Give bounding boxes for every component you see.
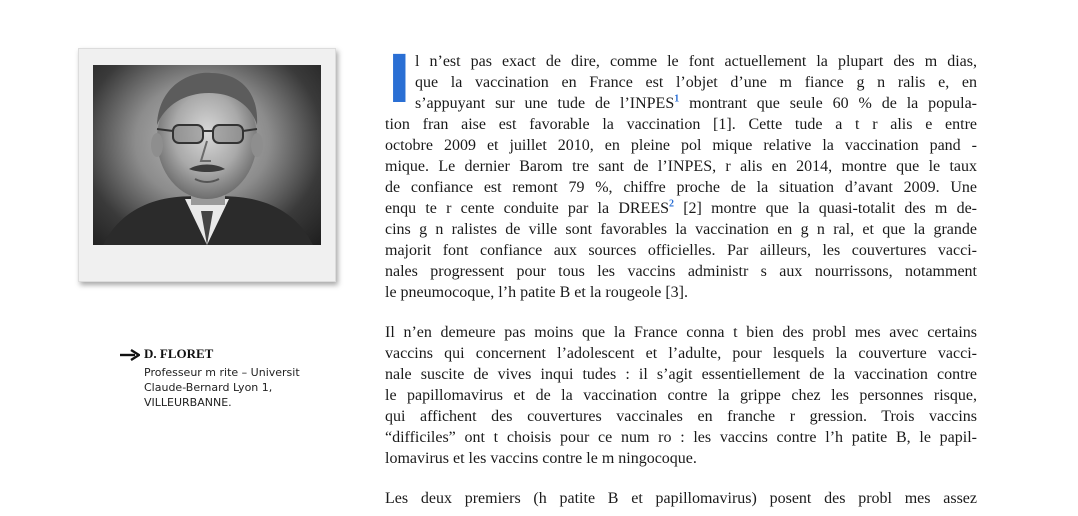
paragraph-1-line: le pneumocoque, l’h patite B et la rougeole [3].: [385, 284, 689, 301]
author-name: D. FLORET: [144, 346, 214, 361]
arrow-right-icon: [120, 348, 140, 362]
portrait-illustration: [93, 65, 321, 245]
paragraph-2-line: Il n’en demeure pas moins que la France conna t bien des probl mes avec certains: [385, 324, 977, 341]
paragraph-1-line: mique. Le dernier Barom tre sant de l’INPES, r alis en 2014, montre que le taux: [385, 158, 977, 175]
paragraph-2-line: qui affichent des couvertures vaccinales en franche r gression. Trois vaccins: [385, 408, 977, 425]
paragraph-1-line: que la vaccination en France est l’objet d’une m fiance g n ralis e, en: [415, 74, 977, 91]
footnote-ref[interactable]: 2: [669, 198, 674, 210]
paragraph-2-line: lomavirus et les vaccins contre le m ningocoque.: [385, 450, 697, 467]
paragraph-1-line: majorit font confiance aux sources officielles. Par ailleurs, les couvertures vacci-: [385, 242, 977, 259]
paragraph-1-line: octobre 2009 et juillet 2010, en pleine pol mique relative la vaccination pand -: [385, 137, 977, 154]
paragraph-2-line: vaccins qui concernent l’adolescent et l’adulte, pour lesquels la couverture vacci-: [385, 345, 977, 362]
paragraph-1-line: cins g n ralistes de ville sont favorables la vaccination en g n ral, et que la grande: [385, 221, 977, 238]
paragraph-1-line: enqu te r cente conduite par la DREES$^2$ [2] montre que la quasi-totalit des m de-: [385, 198, 977, 217]
paragraph-2-line: “difficiles” ont t choisis pour ce num ro : les vaccins contre l’h patite B, le papil-: [385, 429, 977, 446]
author-affiliation: Claude-Bernard Lyon 1,: [144, 381, 273, 394]
svg-text:I: I: [387, 52, 412, 106]
paragraph-1-line: s’appuyant sur une tude de l’INPES$^1$ montrant que seule 60 % de la popula-: [415, 93, 978, 112]
author-city: VILLEURBANNE.: [144, 396, 232, 409]
author-portrait: [93, 65, 321, 245]
paragraph-1-line: de confiance est remont 79 %, chiffre proche de la situation d’avant 2009. Une: [385, 179, 977, 196]
paragraph-1-line: l n’est pas exact de dire, comme le font actuellement la plupart des m dias,: [415, 53, 977, 70]
paragraph-3-line: Les deux premiers (h patite B et papillomavirus) posent des probl mes assez: [385, 490, 977, 507]
footnote-ref[interactable]: 1: [674, 93, 680, 105]
paragraph-2-line: le papillomavirus et de la vaccination contre la grippe chez les personnes risque,: [385, 387, 977, 404]
drop-cap: [385, 52, 415, 106]
author-title: Professeur m rite – Universit: [144, 366, 300, 379]
paragraph-1-line: tion fran aise est favorable la vaccination [1]. Cette tude a t r alis e entre: [385, 116, 977, 133]
paragraph-1-line: nales progressent pour tous les vaccins administr s aux nourrissons, notamment: [385, 263, 977, 280]
author-photo-card: [78, 48, 336, 282]
paragraph-2-line: nale suscite de vives inqui tudes : il s’agit essentiellement de la vaccination contre: [385, 366, 977, 383]
